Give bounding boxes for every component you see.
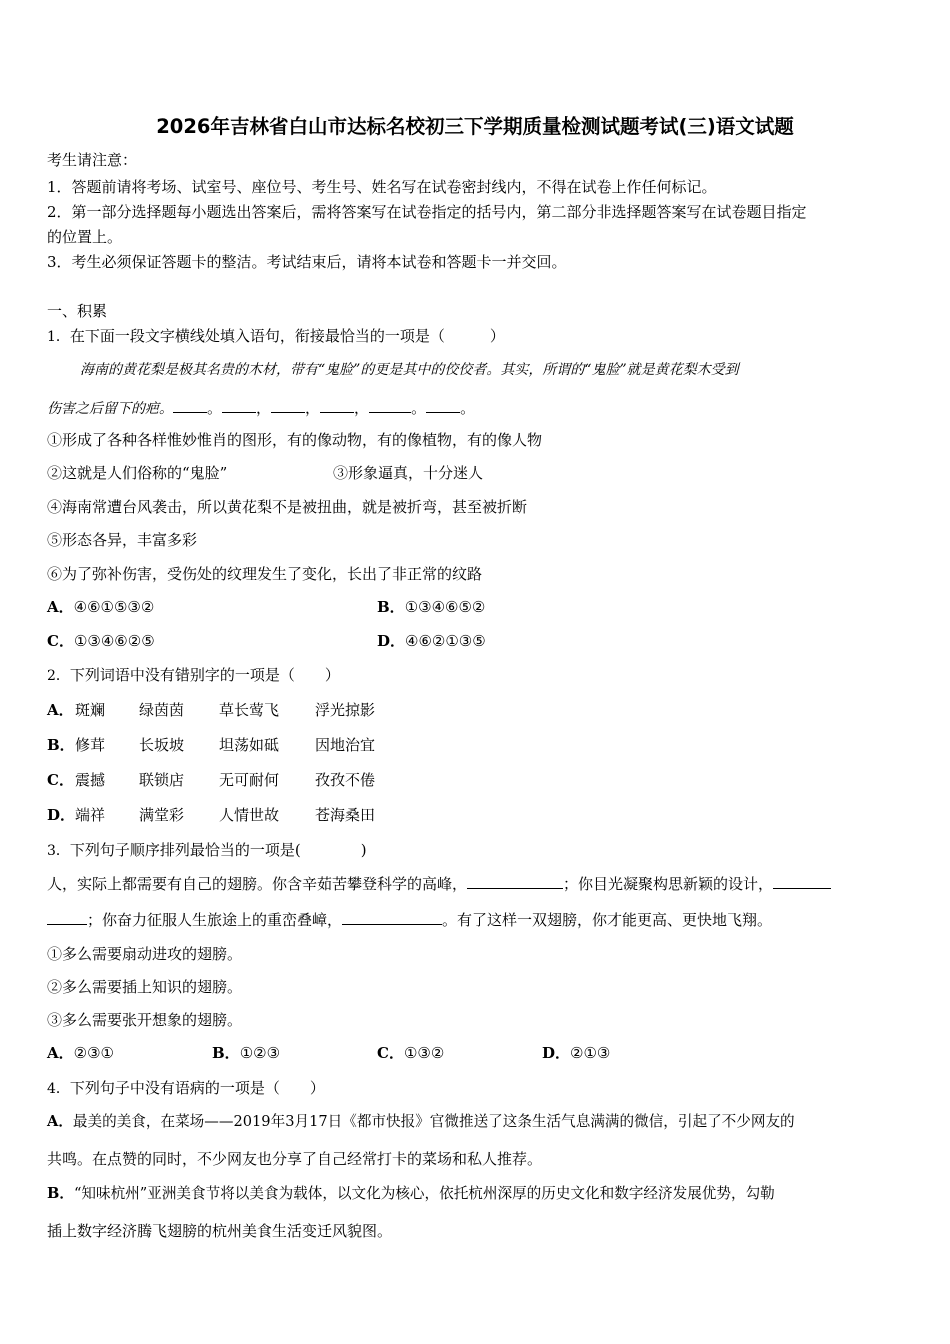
option-label: A． (47, 1044, 74, 1062)
option-b[interactable] (47, 1184, 775, 1204)
option-label: A． (47, 598, 74, 616)
option-word: 草长莺飞 (219, 701, 280, 719)
question-1-passage: 海南的黄花梨是极其名贵的木材，带有“鬼脸”的更是其中的佼佼者。其实，所谓的“鬼脸”就是黄花梨木受到 (80, 362, 739, 378)
option-text: ①③② (403, 1044, 445, 1062)
answer-blank[interactable] (467, 874, 563, 889)
option-b[interactable] (47, 735, 375, 755)
sentence-2: ②这就是人们俗称的“鬼脸” (47, 464, 228, 482)
option-label: B． (47, 736, 75, 754)
question-1-stem (47, 326, 505, 347)
question-number: 2． (47, 668, 70, 684)
option-word: 端祥 (75, 806, 106, 824)
notice-heading: 考生请注意： (47, 151, 138, 169)
sentence-1: ①多么需要扇动进攻的翅膀。 (47, 945, 243, 963)
option-a[interactable] (47, 700, 375, 720)
answer-blank[interactable] (271, 398, 305, 413)
option-c[interactable] (47, 770, 375, 790)
option-c[interactable] (377, 1043, 444, 1063)
answer-blank[interactable] (342, 910, 442, 925)
option-text: ④⑥②①③⑤ (405, 632, 486, 650)
option-a[interactable] (47, 1043, 114, 1063)
option-word: 因地治宜 (315, 736, 376, 754)
option-label: C． (377, 1044, 404, 1062)
option-label: B． (377, 598, 405, 616)
answer-blank[interactable] (426, 398, 460, 413)
option-b[interactable] (377, 597, 485, 617)
question-number: 3． (47, 843, 70, 859)
question-3-passage-cont (47, 910, 772, 930)
option-word: 无可耐何 (219, 771, 280, 789)
option-label: A． (47, 1113, 73, 1130)
answer-blank[interactable] (47, 910, 87, 925)
option-word: 孜孜不倦 (315, 771, 376, 789)
option-word: 修茸 (75, 736, 106, 754)
passage-text: ；你目光凝聚构思新颖的设计， (563, 875, 774, 893)
option-text: ②①③ (570, 1044, 611, 1062)
question-3-stem (47, 840, 367, 861)
question-1-passage-cont: 伤害之后留下的疤。 。 ， ， ， 。 。 (47, 399, 476, 417)
passage-text: 伤害之后留下的疤。 (47, 401, 173, 417)
option-label: A． (47, 701, 74, 719)
option-c[interactable] (47, 631, 155, 651)
option-text: ②③① (73, 1044, 114, 1062)
question-3-passage (47, 874, 831, 894)
page-title: 2026年吉林省白山市达标名校初三下学期质量检测试题考试(三)语文试题 (156, 115, 794, 138)
sentence-4: ④海南常遭台风袭击，所以黄花梨不是被扭曲，就是被折弯，甚至被折断 (47, 498, 528, 516)
option-a[interactable] (47, 1112, 795, 1132)
option-text: “知味杭州”亚洲美食节将以美食为载体，以文化为核心，依托杭州深厚的历史文化和数字经济发展优势，勾勒 (73, 1185, 775, 1202)
option-label: C． (47, 771, 74, 789)
question-number: 4． (47, 1081, 70, 1097)
option-word: 坦荡如砥 (219, 736, 280, 754)
option-label: C． (47, 632, 74, 650)
answer-blank[interactable] (173, 398, 207, 413)
option-b-cont: 插上数字经济腾飞翅膀的杭州美食生活变迁风貌图。 (47, 1222, 393, 1240)
sentence-3: ③形象逼真，十分迷人 (333, 464, 484, 482)
sentence-6: ⑥为了弥补伤害，受伤处的纹理发生了变化，长出了非正常的纹路 (47, 565, 483, 583)
sentence-5: ⑤形态各异，丰富多彩 (47, 531, 198, 549)
question-2-stem (47, 665, 340, 686)
option-word: 苍海桑田 (315, 806, 376, 824)
answer-blank[interactable] (222, 398, 256, 413)
question-text: 下列词语中没有错别字的一项是（ ） (69, 666, 340, 684)
answer-blank[interactable] (320, 398, 354, 413)
option-word: 斑斓 (75, 701, 106, 719)
option-label: D． (47, 806, 76, 824)
option-label: D． (377, 632, 406, 650)
option-text: ①③④⑥⑤② (404, 598, 486, 616)
option-text: ①③④⑥②⑤ (73, 632, 155, 650)
answer-blank[interactable] (773, 874, 831, 889)
question-text: 下列句子中没有语病的一项是（ ） (69, 1079, 325, 1097)
option-word: 人情世故 (219, 806, 280, 824)
answer-blank[interactable] (369, 398, 411, 413)
option-d[interactable] (377, 631, 486, 651)
option-label: B． (47, 1185, 74, 1202)
passage-text: 。有了这样一双翅膀，你才能更高、更快地飞翔。 (442, 911, 773, 929)
option-word: 震撼 (75, 771, 106, 789)
option-d[interactable] (47, 805, 375, 825)
option-text: ①②③ (239, 1044, 281, 1062)
option-word: 绿茵茵 (139, 701, 185, 719)
option-a-cont: 共鸣。在点赞的同时，不少网友也分享了自己经常打卡的菜场和私人推荐。 (47, 1150, 543, 1168)
option-label: B． (212, 1044, 240, 1062)
option-d[interactable] (542, 1043, 610, 1063)
notice-item: 2．第一部分选择题每小题选出答案后，需将答案写在试卷指定的括号内，第二部分非选择题答案写在试卷题目指定 (47, 203, 807, 221)
option-text: ④⑥①⑤③② (73, 598, 155, 616)
sentence-2: ②多么需要插上知识的翅膀。 (47, 978, 243, 996)
option-b[interactable] (212, 1043, 280, 1063)
notice-item: 3．考生必须保证答题卡的整洁。考试结束后，请将本试卷和答题卡一并交回。 (47, 253, 567, 271)
option-word: 联锁店 (139, 771, 185, 789)
sentence-1: ①形成了各种各样惟妙惟肖的图形，有的像动物，有的像植物，有的像人物 (47, 431, 543, 449)
notice-item: 1．答题前请将考场、试室号、座位号、考生号、姓名写在试卷密封线内，不得在试卷上作任何标记。 (47, 178, 717, 196)
question-number: 1． (47, 329, 70, 345)
question-4-stem (47, 1078, 325, 1099)
option-text: 最美的美食，在菜场——2019年3月17日《都市快报》官微推送了这条生活气息满满的微信，引起了不少网友的 (72, 1113, 795, 1130)
passage-text: 人，实际上都需要有自己的翅膀。你含辛茹苦攀登科学的高峰， (47, 875, 468, 893)
option-a[interactable] (47, 597, 154, 617)
option-word: 长坂坡 (139, 736, 185, 754)
sentence-3: ③多么需要张开想象的翅膀。 (47, 1011, 243, 1029)
passage-text: ；你奋力征服人生旅途上的重峦叠嶂， (87, 911, 343, 929)
option-word: 浮光掠影 (315, 701, 376, 719)
section-heading: 一、积累 (47, 302, 108, 320)
question-text: 在下面一段文字横线处填入语句，衔接最恰当的一项是（ ） (69, 327, 505, 345)
option-label: D． (542, 1044, 571, 1062)
question-text: 下列句子顺序排列最恰当的一项是( ) (69, 841, 367, 859)
notice-item: 的位置上。 (47, 228, 123, 246)
option-word: 满堂彩 (139, 806, 185, 824)
